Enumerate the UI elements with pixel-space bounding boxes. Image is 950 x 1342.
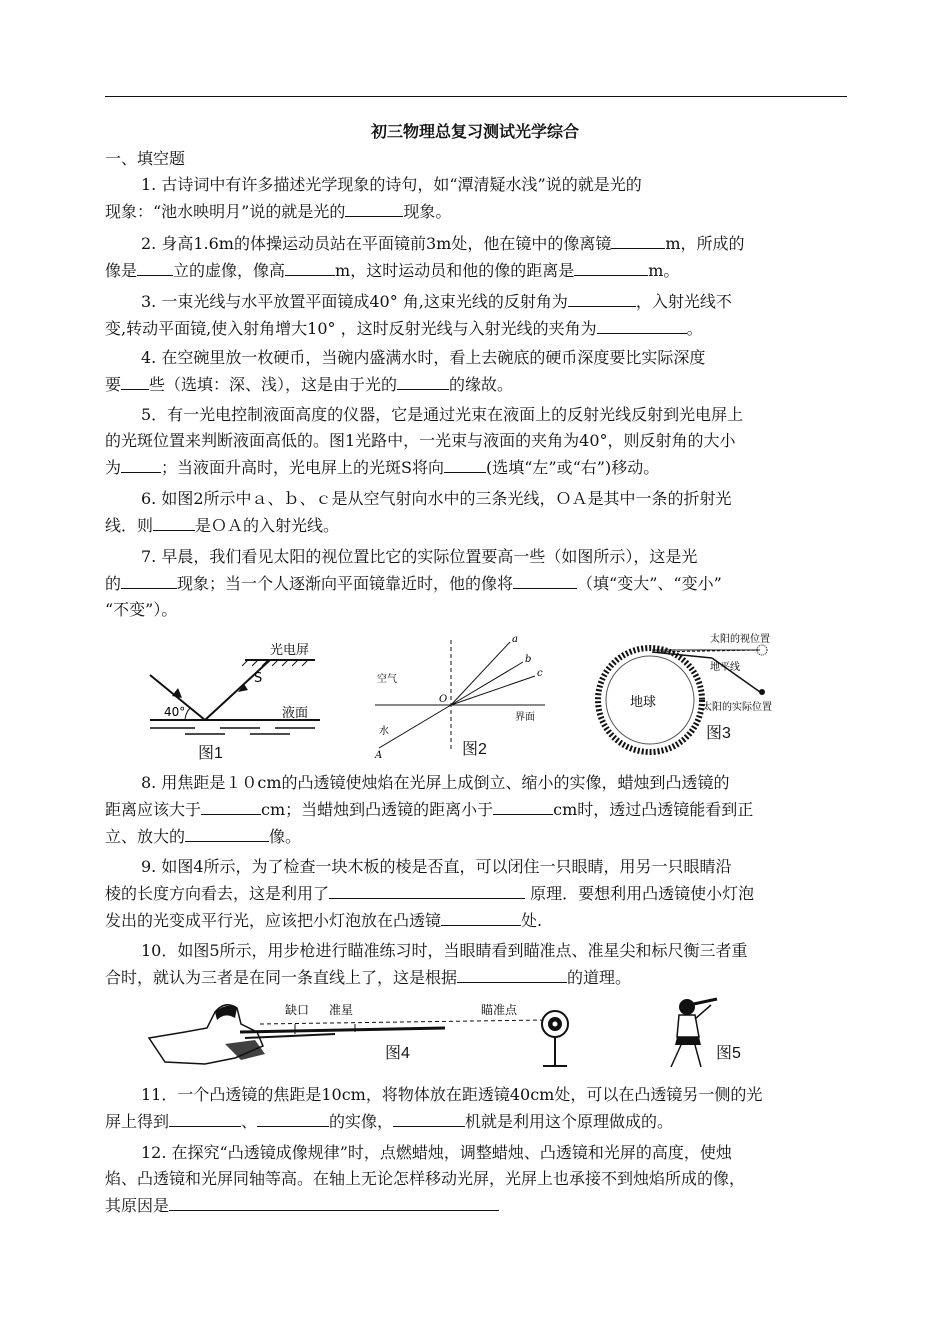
fig4-caption: 图4 <box>385 1045 410 1062</box>
fig2-air-label: 空气 <box>377 674 397 685</box>
question-10 <box>105 938 847 991</box>
q5-text: (选填“左”或“右”)移动。 <box>485 458 660 477</box>
fig1-s-label: S <box>254 671 263 686</box>
q8-line1: 8. 用焦距是１０cm的凸透镜使烛焰在光屏上成倒立、缩小的实像，蜡烛到凸透镜的 <box>141 773 730 792</box>
fig1-surface-label: 液面 <box>282 706 309 721</box>
q6-line1: 6. 如图2所示中ａ、ｂ、ｃ是从空气射向水中的三条光线，ＯＡ是其中一条的折射光 <box>141 489 732 508</box>
q12-line1: 12. 在探究“凸透镜成像规律”时，点燃蜡烛，调整蜡烛、凸透镜和光屏的高度，使烛 <box>141 1143 732 1162</box>
answer-blank[interactable] <box>444 454 486 473</box>
q9-text: 棱的长度方向看去，这是利用了 <box>105 884 330 903</box>
question-3 <box>105 288 847 342</box>
answer-blank[interactable] <box>169 1108 241 1127</box>
question-5 <box>105 402 847 481</box>
q2-text: m。 <box>648 261 680 280</box>
q10-text: 的道理。 <box>567 968 632 987</box>
fig2-A-label: A <box>375 750 383 760</box>
answer-blank[interactable] <box>597 315 687 334</box>
answer-blank[interactable] <box>441 907 521 926</box>
q3-text: 3. 一束光线与水平放置平面镜成40° 角,这束光线的反射角为 <box>141 292 568 311</box>
section-heading: 一、填空题 <box>105 149 186 168</box>
fig2-c-label: c <box>537 668 543 679</box>
q2-text: 立的虚像，像高 <box>173 261 286 280</box>
q9-text: 发出的光变成平行光，应该把小灯泡放在凸透镜 <box>105 911 442 930</box>
answer-blank[interactable] <box>345 198 403 217</box>
fig4-aim-point-label: 瞄准点 <box>481 1003 518 1017</box>
q3-text: 变,转动平面镜,使入射角增大10° ，这时反射光线与入射光线的夹角为 <box>105 319 597 338</box>
q11-text: 屏上得到 <box>105 1112 170 1131</box>
q7-text: 的 <box>105 574 122 593</box>
fig3-earth-label: 地球 <box>630 695 657 710</box>
q7-text: 现象；当一个人逐渐向平面镜靠近时，他的像将 <box>177 574 514 593</box>
q5-text: 为 <box>105 458 122 477</box>
fig3-apparent-label: 太阳的视位置 <box>710 634 770 645</box>
answer-blank[interactable] <box>121 371 149 390</box>
answer-blank[interactable] <box>285 257 335 276</box>
answer-blank[interactable] <box>574 257 648 276</box>
answer-blank[interactable] <box>611 230 665 249</box>
q2-text: 像是 <box>105 261 138 280</box>
q2-text: m，这时运动员和他的像的距离是 <box>335 261 575 280</box>
q7-line1: 7. 早晨，我们看见太阳的视位置比它的实际位置要高一些（如图所示），这是光 <box>141 547 698 566</box>
q12-line2: 焰、凸透镜和光屏同轴等高。在轴上无论怎样移动光屏，光屏上也承接不到烛焰所成的像， <box>105 1169 746 1188</box>
answer-blank[interactable] <box>121 570 177 589</box>
answer-blank[interactable] <box>121 454 161 473</box>
answer-blank[interactable] <box>153 512 195 531</box>
q3-text: 。 <box>686 319 703 338</box>
q4-text: 的缘故。 <box>449 375 514 394</box>
q8-text: 像。 <box>269 827 302 846</box>
q8-text: cm时，透过凸透镜能看到正 <box>553 800 754 819</box>
fig3-actual-label: 太阳的实际位置 <box>702 702 772 713</box>
answer-blank[interactable] <box>329 880 525 899</box>
fig4-notch-label: 缺口 <box>285 1003 310 1017</box>
q9-text: 原理．要想利用凸透镜使小灯泡 <box>525 884 755 903</box>
q11-text: 机就是利用这个原理做成的。 <box>465 1112 674 1131</box>
q9-text: 处. <box>521 911 543 930</box>
question-2 <box>105 230 847 284</box>
figure-5 <box>665 995 720 1070</box>
q4-line1: 4. 在空碗里放一枚硬币，当碗内盛满水时，看上去碗底的硬币深度要比实际深度 <box>141 348 706 367</box>
fig1-angle-label: 40° <box>164 705 186 719</box>
q8-text: cm；当蜡烛到凸透镜的距离小于 <box>261 800 494 819</box>
q6-text: 线．则 <box>105 516 154 535</box>
q1-text: 现象。 <box>403 202 452 221</box>
fig2-a-label: a <box>512 634 518 645</box>
question-4 <box>105 345 847 398</box>
q8-text: 立、放大的 <box>105 827 186 846</box>
q2-text: 2. 身高1.6m的体操运动员站在平面镜前3m处，他在镜中的像离镜 <box>141 234 612 253</box>
fig2-b-label: b <box>525 654 532 665</box>
q8-text: 距离应该大于 <box>105 800 202 819</box>
answer-blank[interactable] <box>397 371 449 390</box>
q1-line1: 1. 古诗词中有许多描述光学现象的诗句，如“潭清疑水浅”说的就是光的 <box>141 175 642 194</box>
fig2-o-label: O <box>439 694 448 705</box>
fig2-water-label: 水 <box>379 726 389 737</box>
fig2-caption: 图2 <box>462 741 487 758</box>
q5-text: ；当液面升高时，光电屏上的光斑S将向 <box>161 458 444 477</box>
q5-line1: 5．有一光电控制液面高度的仪器，它是通过光束在液面上的反射光线反射到光电屏上 <box>141 405 744 424</box>
question-1 <box>105 172 847 225</box>
figure-2 <box>365 630 555 760</box>
answer-blank[interactable] <box>185 823 269 842</box>
q9-line1: 9. 如图4所示，为了检查一块木板的棱是否直，可以闭住一只眼睛，用另一只眼睛沿 <box>141 857 732 876</box>
figure-4 <box>145 998 585 1070</box>
q7-line3: “不变”）。 <box>105 600 178 619</box>
question-11 <box>105 1082 847 1135</box>
answer-blank[interactable] <box>457 964 567 983</box>
fig1-caption: 图1 <box>198 745 223 762</box>
q12-text: 其原因是 <box>105 1196 170 1215</box>
fig4-front-sight-label: 准星 <box>329 1003 354 1017</box>
answer-blank[interactable] <box>568 288 636 307</box>
header-rule <box>105 96 847 97</box>
fig3-horizon-label: 地平线 <box>710 662 740 673</box>
q10-text: 合时，就认为三者是在同一条直线上了，这是根据 <box>105 968 458 987</box>
q11-text: 、 <box>241 1112 258 1131</box>
fig2-interface-label: 界面 <box>515 712 535 723</box>
fig5-caption: 图5 <box>716 1045 741 1062</box>
q2-text: m，所成的 <box>665 234 745 253</box>
fig1-screen-label: 光电屏 <box>270 643 310 658</box>
answer-blank[interactable] <box>493 796 553 815</box>
fig3-caption: 图3 <box>706 725 731 742</box>
answer-blank[interactable] <box>137 257 173 276</box>
q11-line1: 11．一个凸透镜的焦距是10cm，将物体放在距透镜40cm处，可以在凸透镜另一侧的光 <box>141 1085 763 1104</box>
question-8 <box>105 770 847 850</box>
q10-line1: 10．如图5所示，用步枪进行瞄准练习时，当眼睛看到瞄准点、准星尖和标尺衡三者重 <box>141 941 748 960</box>
answer-blank[interactable] <box>257 1108 329 1127</box>
answer-blank[interactable] <box>169 1192 499 1211</box>
question-7 <box>105 544 847 623</box>
answer-blank[interactable] <box>513 570 577 589</box>
q5-line2: 的光斑位置来判断液面高低的。图1光路中，一光束与液面的夹角为40°，则反射角的大小 <box>105 431 736 450</box>
question-6 <box>105 486 847 539</box>
figure-1 <box>140 640 360 760</box>
question-12 <box>105 1140 847 1219</box>
answer-blank[interactable] <box>201 796 261 815</box>
q4-text: 些（选填：深、浅），这是由于光的 <box>149 375 398 394</box>
question-9 <box>105 854 847 934</box>
page-title: 初三物理总复习测试光学综合 <box>370 122 579 141</box>
q11-text: 的实像， <box>329 1112 394 1131</box>
q7-text: （填“变大”、“变小” <box>577 574 722 593</box>
q4-text: 要 <box>105 375 122 394</box>
q6-text: 是ＯＡ的入射光线。 <box>195 516 340 535</box>
q3-text: ，入射光线不 <box>635 292 732 311</box>
answer-blank[interactable] <box>393 1108 465 1127</box>
q1-text: 现象：“池水映明月”说的就是光的 <box>105 202 346 221</box>
